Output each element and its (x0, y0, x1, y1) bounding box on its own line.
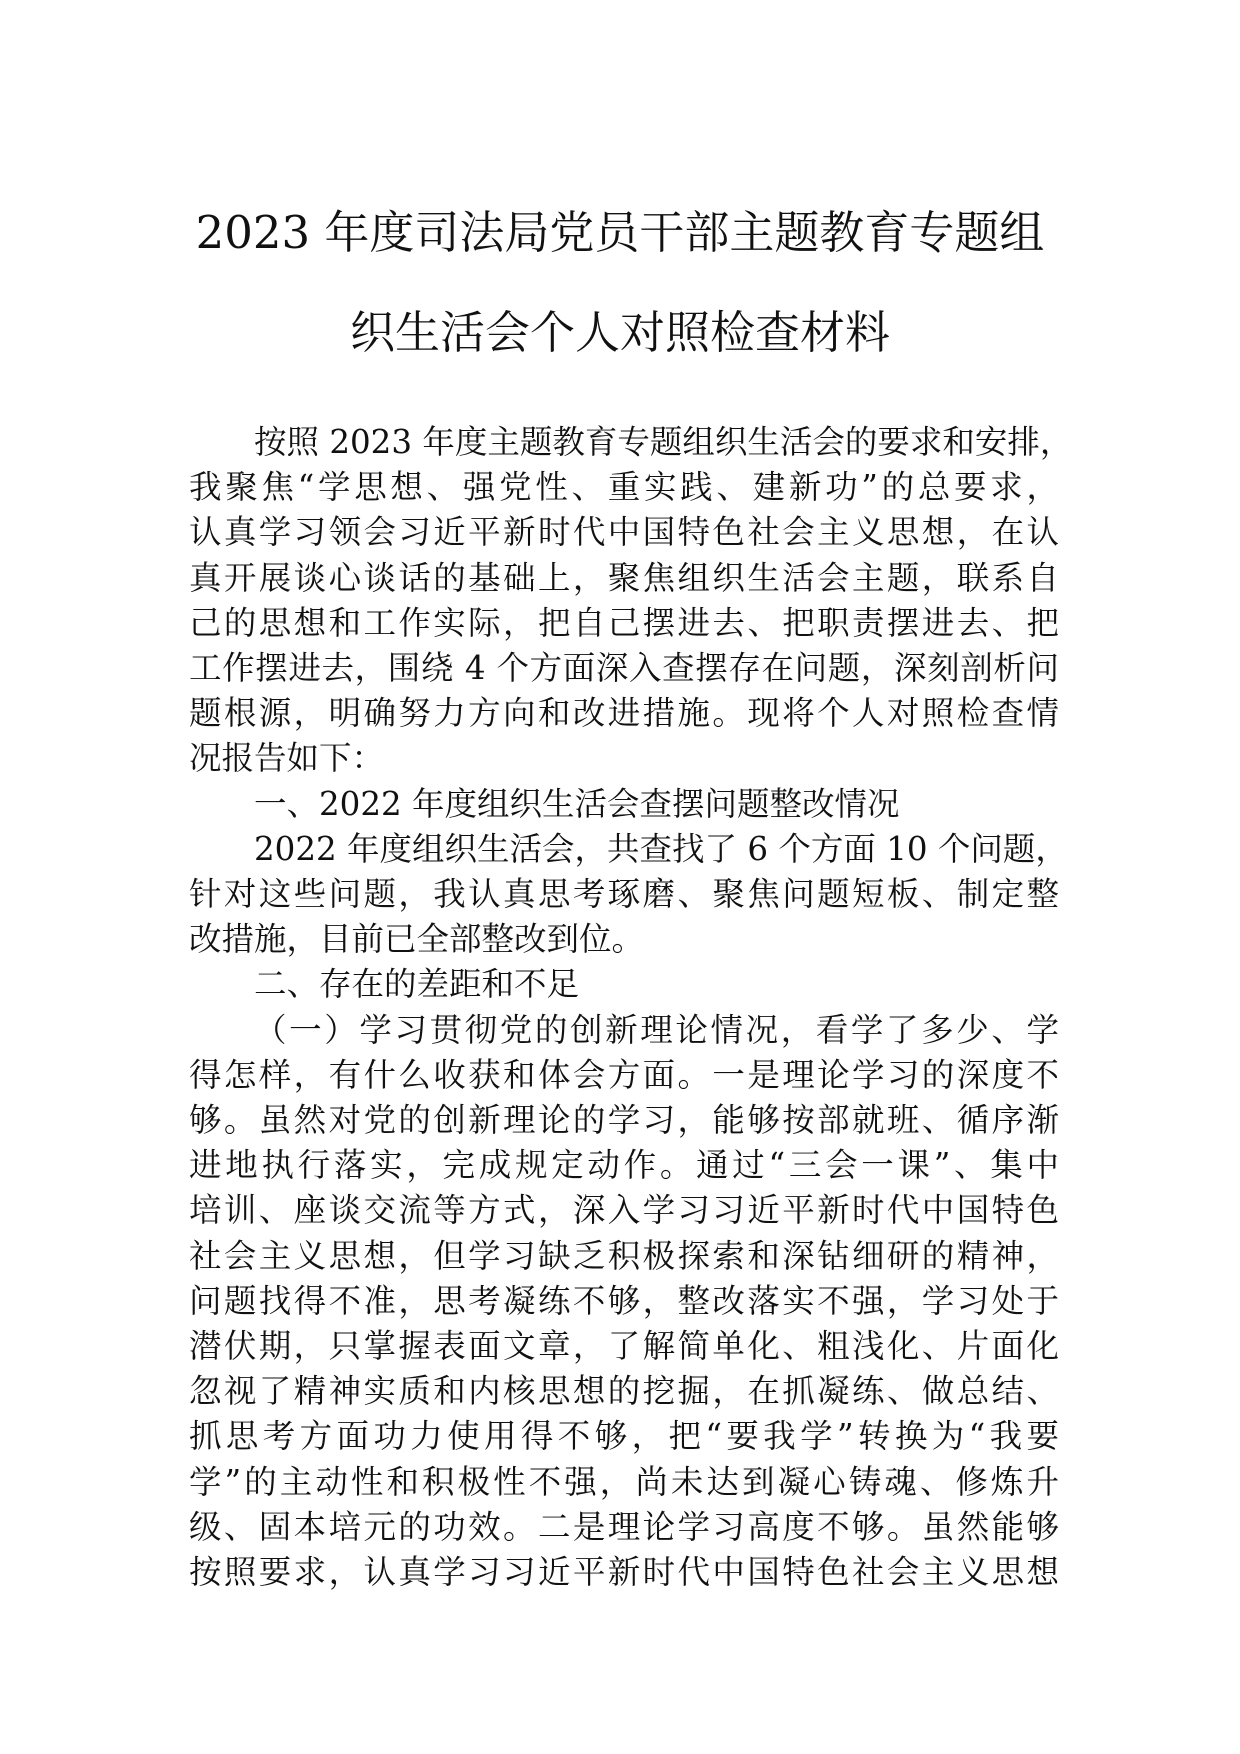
text-line: 够。虽然对党的创新理论的学习，能够按部就班、循序渐 (189, 1101, 1059, 1140)
text-line: 社会主义思想，但学习缺乏积极探索和深钻细研的精神， (189, 1236, 1059, 1275)
text-line: （一）学习贯彻党的创新理论情况，看学了多少、学 (254, 1010, 1059, 1049)
text-line: 2022 年度组织生活会，共查找了 6 个方面 10 个问题， (254, 829, 1068, 868)
text-line: 题根源，明确努力方向和改进措施。现将个人对照检查情 (189, 694, 1059, 733)
intro-paragraph (189, 420, 1073, 782)
text-line: 按照要求，认真学习习近平新时代中国特色社会主义思想 (189, 1553, 1059, 1592)
text-line: 问题找得不准，思考凝练不够，整改落实不强，学习处于 (189, 1281, 1059, 1320)
shortcomings-paragraph (189, 1008, 1059, 1596)
text-line: 培训、座谈交流等方式，深入学习习近平新时代中国特色 (189, 1191, 1059, 1230)
text-line: 学”的主动性和积极性不强，尚未达到凝心铸魂、修炼升 (189, 1462, 1059, 1501)
text-line: 工作摆进去，围绕 4 个方面深入查摆存在问题，深刻剖析问 (189, 649, 1059, 688)
text-line: 进地执行落实，完成规定动作。通过“三会一课”、集中 (189, 1146, 1059, 1185)
document-body (189, 420, 1073, 1595)
text-line: 真开展谈心谈话的基础上，聚焦组织生活会主题，联系自 (189, 558, 1059, 597)
text-line: 己的思想和工作实际，把自己摆进去、把职责摆进去、把 (189, 603, 1059, 642)
text-line: 得怎样，有什么收获和体会方面。一是理论学习的深度不 (189, 1055, 1059, 1094)
text-line: 针对这些问题，我认真思考琢磨、聚焦问题短板、制定整 (189, 875, 1059, 914)
text-line: 抓思考方面功力使用得不够，把“要我学”转换为“我要 (189, 1417, 1059, 1456)
text-line: 潜伏期，只掌握表面文章，了解简单化、粗浅化、片面化 (189, 1327, 1059, 1366)
text-line: 改措施，目前已全部整改到位。 (189, 920, 645, 959)
text-line: 认真学习领会习近平新时代中国特色社会主义思想，在认 (189, 513, 1059, 552)
text-line: 我聚焦“学思想、强党性、重实践、建新功”的总要求， (189, 468, 1059, 507)
text-line: 忽视了精神实质和内核思想的挖掘，在抓凝练、做总结、 (189, 1372, 1059, 1411)
text-line: 按照 2023 年度主题教育专题组织生活会的要求和安排， (254, 423, 1073, 461)
title-line-2: 织生活会个人对照检查材料 (349, 306, 890, 359)
heading-line: 一、2022 年度组织生活会查摆问题整改情况 (254, 784, 900, 823)
section-heading-2 (189, 962, 1059, 1007)
document-title (185, 183, 1055, 383)
rectification-paragraph (189, 827, 1068, 963)
title-line-1: 2023 年度司法局党员干部主题教育专题组 (195, 206, 1045, 259)
heading-line: 二、存在的差距和不足 (254, 965, 580, 1004)
text-line: 况报告如下： (189, 739, 385, 778)
section-heading-1 (189, 782, 1059, 827)
text-line: 级、固本培元的功效。二是理论学习高度不够。虽然能够 (189, 1507, 1059, 1546)
